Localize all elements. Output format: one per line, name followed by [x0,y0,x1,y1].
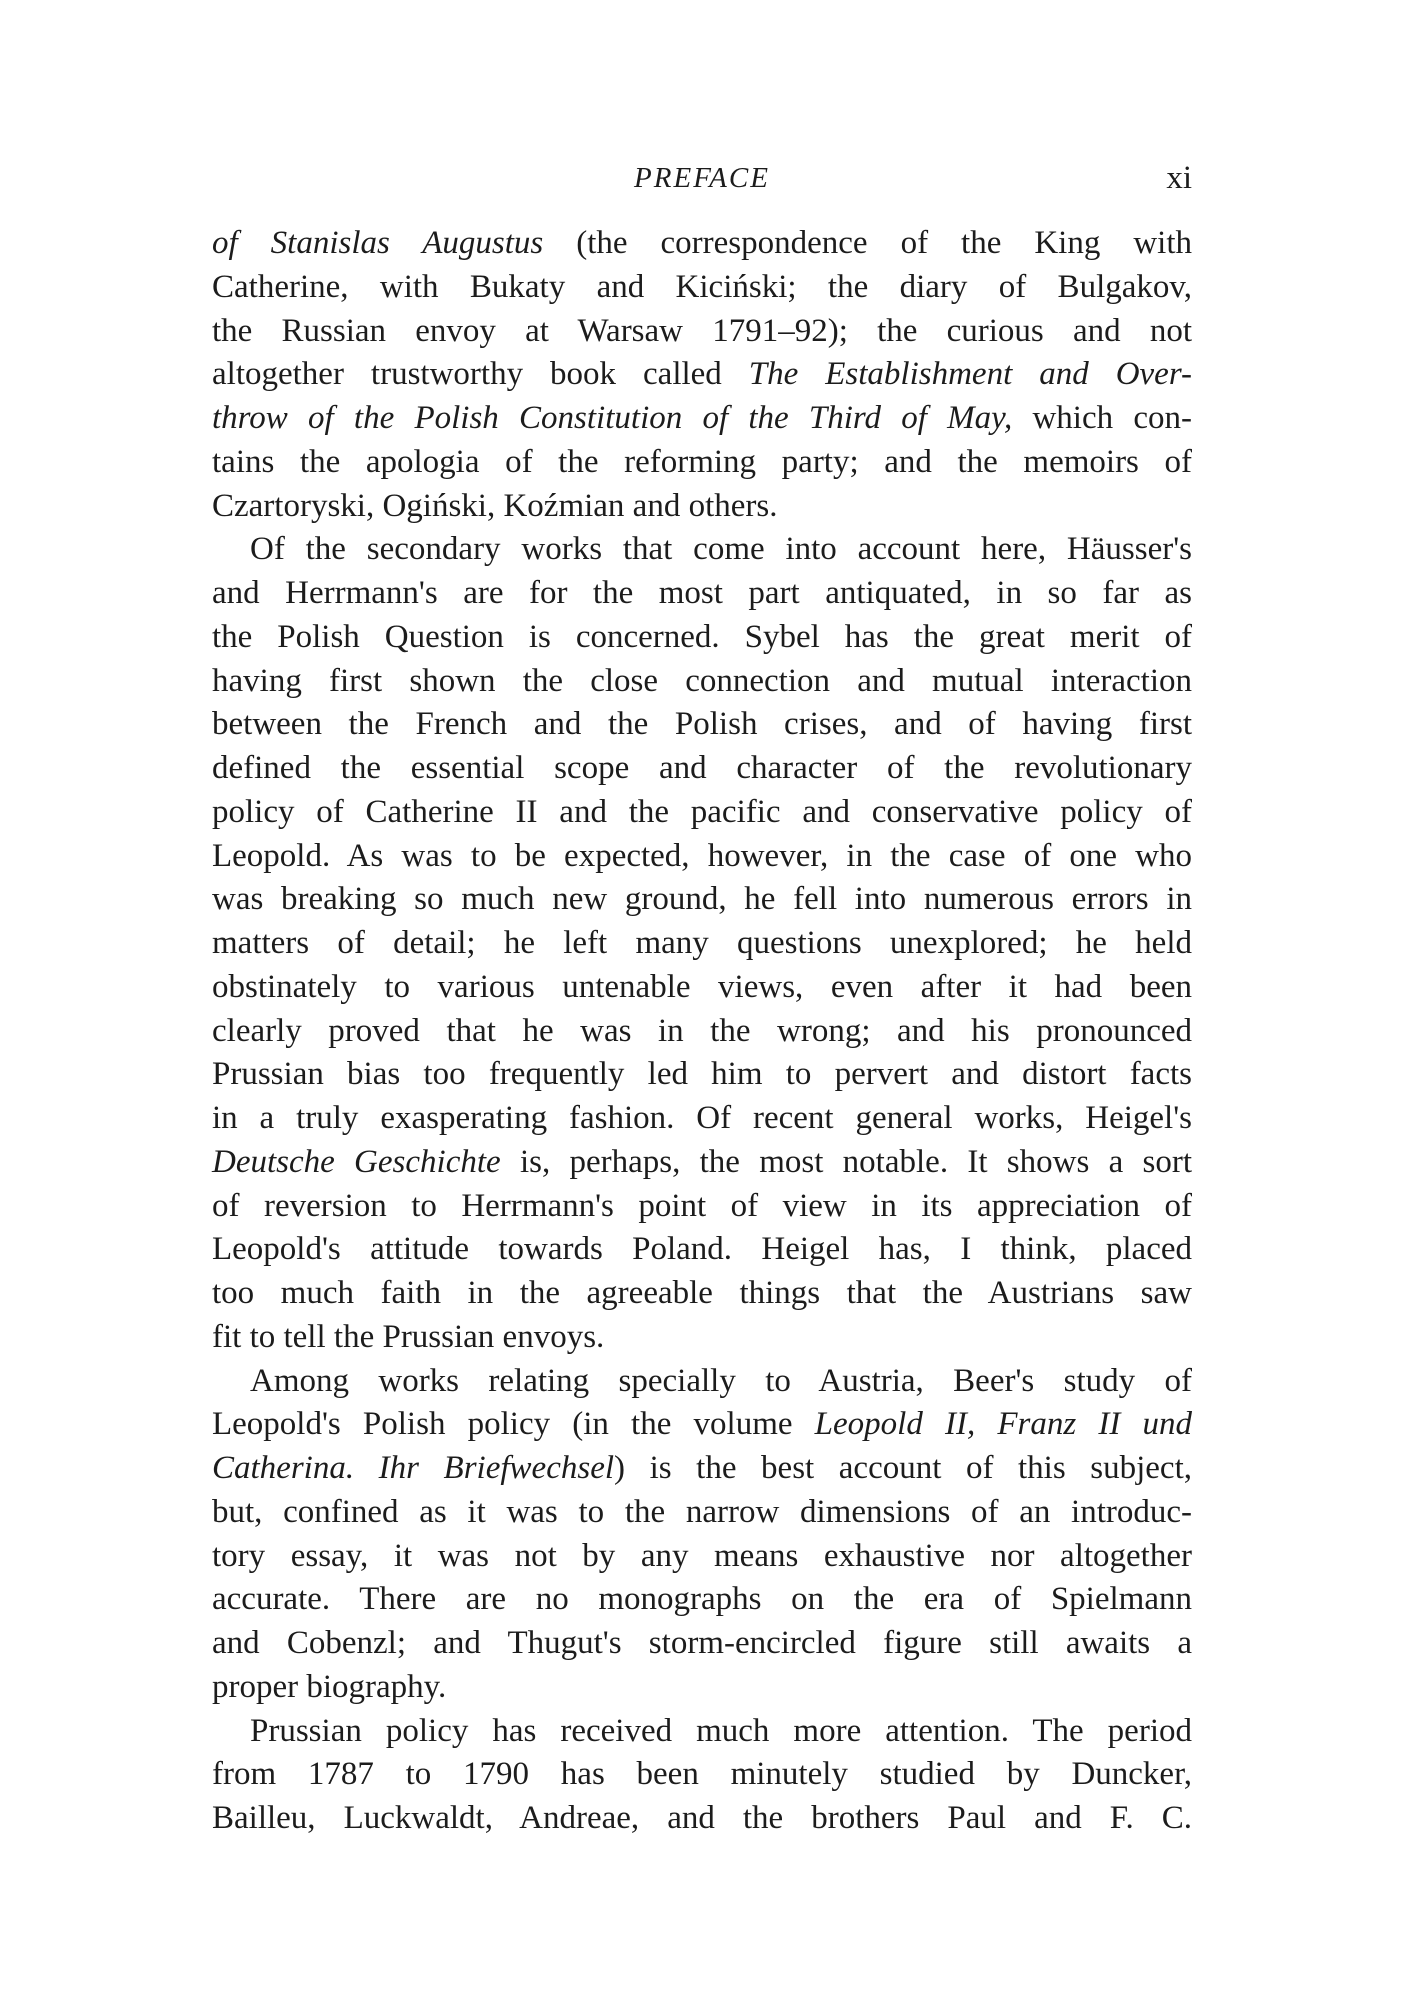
text-segment: accurate. There are no monographs on the era of Spielmann [212,1581,1192,1618]
text-segment: Leopold's Polish policy (in the volume [212,1406,815,1443]
text-line [212,1666,1192,1710]
italic-segment: The Establishment and Over- [748,356,1192,393]
text-line [212,791,1192,835]
text-segment: was breaking so much new ground, he fell into numerous errors in [212,881,1192,918]
text-segment: Bailleu, Luckwaldt, Andreae, and the brothers Paul and F. C. [212,1800,1192,1836]
text-segment: of reversion to Herrmann's point of view in its appreciation of [212,1187,1192,1224]
text-segment: is, perhaps, the most notable. It shows a sort [500,1143,1192,1180]
text-segment: defined the essential scope and character of the revolutionary [212,750,1192,786]
text-line [212,1228,1192,1272]
page-number: xi [1166,160,1192,196]
italic-segment: Deutsche Geschichte [212,1143,501,1180]
text-line [212,835,1192,879]
text-line [212,1710,1192,1754]
text-line [212,1403,1192,1447]
text-line [212,1447,1192,1491]
text-line [212,1185,1192,1229]
text-line [212,1053,1192,1097]
text-segment: (the correspondence of the King with [543,225,1192,261]
text-line [212,1578,1192,1622]
text-segment: Leopold. As was to be expected, however, in the case of one who [212,837,1192,874]
text-segment: clearly proved that he was in the wrong; and his pronounced [212,1012,1192,1049]
running-title: PREFACE [634,162,770,194]
text-line [212,1491,1192,1535]
text-line [212,528,1192,572]
text-segment: Prussian bias too frequently led him to pervert and distort facts [212,1056,1192,1093]
text-segment: and Cobenzl; and Thugut's storm-encircled figure still awaits a [212,1625,1192,1661]
text-line [212,616,1192,660]
text-line [212,747,1192,791]
paragraph [212,1710,1192,1841]
text-segment: too much faith in the agreeable things that the Austrians saw [212,1275,1192,1311]
text-line [212,878,1192,922]
text-segment: which con- [1012,400,1192,436]
paragraph [212,528,1192,1359]
text-segment: fit to tell the Prussian envoys. [212,1318,605,1355]
text-segment: ) is the best account of this subject, [614,1450,1192,1486]
text-segment: Catherine, with Bukaty and Kiciński; the diary of Bulgakov, [212,268,1192,305]
text-segment: tory essay, it was not by any means exhaustive nor altogether [212,1537,1192,1574]
text-line [212,266,1192,310]
text-line [212,353,1192,397]
text-segment: and Herrmann's are for the most part antiquated, in so far as [212,575,1192,611]
text-line [212,485,1192,529]
text-segment: in a truly exasperating fashion. Of recent general works, Heigel's [212,1100,1192,1136]
text-segment: between the French and the Polish crises, and of having first [212,706,1192,743]
text-line [212,1360,1192,1404]
text-segment: the Polish Question is concerned. Sybel has the great merit of [212,618,1192,655]
text-segment: Among works relating specially to Austria, Beer's study of [250,1362,1192,1399]
text-segment: Of the secondary works that come into account here, Häusser's [250,531,1192,568]
text-line [212,310,1192,354]
text-segment: the Russian envoy at Warsaw 1791–92); the curious and not [212,312,1192,349]
text-line [212,1316,1192,1360]
text-segment: altogether trustworthy book called [212,356,749,393]
paragraph [212,1360,1192,1710]
text-segment: matters of detail; he left many questions unexplored; he held [212,925,1192,961]
text-segment: having first shown the close connection and mutual interaction [212,662,1192,699]
text-line [212,222,1192,266]
text-segment: obstinately to various untenable views, even after it had been [212,968,1192,1005]
text-line [212,1010,1192,1054]
text-line [212,922,1192,966]
text-line [212,660,1192,704]
text-line [212,1753,1192,1797]
text-line [212,1622,1192,1666]
text-line [212,397,1192,441]
text-line [212,1141,1192,1185]
italic-segment: throw of the Polish Constitution of the Third of May, [212,400,1013,436]
text-line [212,703,1192,747]
body-text [212,222,1192,1841]
text-line [212,1097,1192,1141]
text-line [212,1535,1192,1579]
italic-segment: Catherina. Ihr Briefwechsel [212,1450,615,1486]
text-line [212,441,1192,485]
text-segment: Leopold's attitude towards Poland. Heigel has, I think, placed [212,1231,1192,1268]
paragraph [212,222,1192,528]
italic-segment: of Stanislas Augustus [212,225,544,261]
text-segment: policy of Catherine II and the pacific and conservative policy of [212,793,1192,830]
text-segment: tains the apologia of the reforming party; and the memoirs of [212,443,1192,480]
text-line [212,966,1192,1010]
text-line [212,572,1192,616]
text-segment: from 1787 to 1790 has been minutely studied by Duncker, [212,1756,1192,1793]
text-segment: but, confined as it was to the narrow dimensions of an introduc- [212,1493,1192,1530]
text-line [212,1797,1192,1841]
text-segment: Prussian policy has received much more attention. The period [250,1712,1192,1749]
text-segment: proper biography. [212,1668,447,1705]
italic-segment: Leopold II, Franz II und [814,1406,1193,1443]
text-segment: Czartoryski, Ogiński, Koźmian and others. [212,487,778,524]
text-line [212,1272,1192,1316]
running-head [212,158,1192,198]
